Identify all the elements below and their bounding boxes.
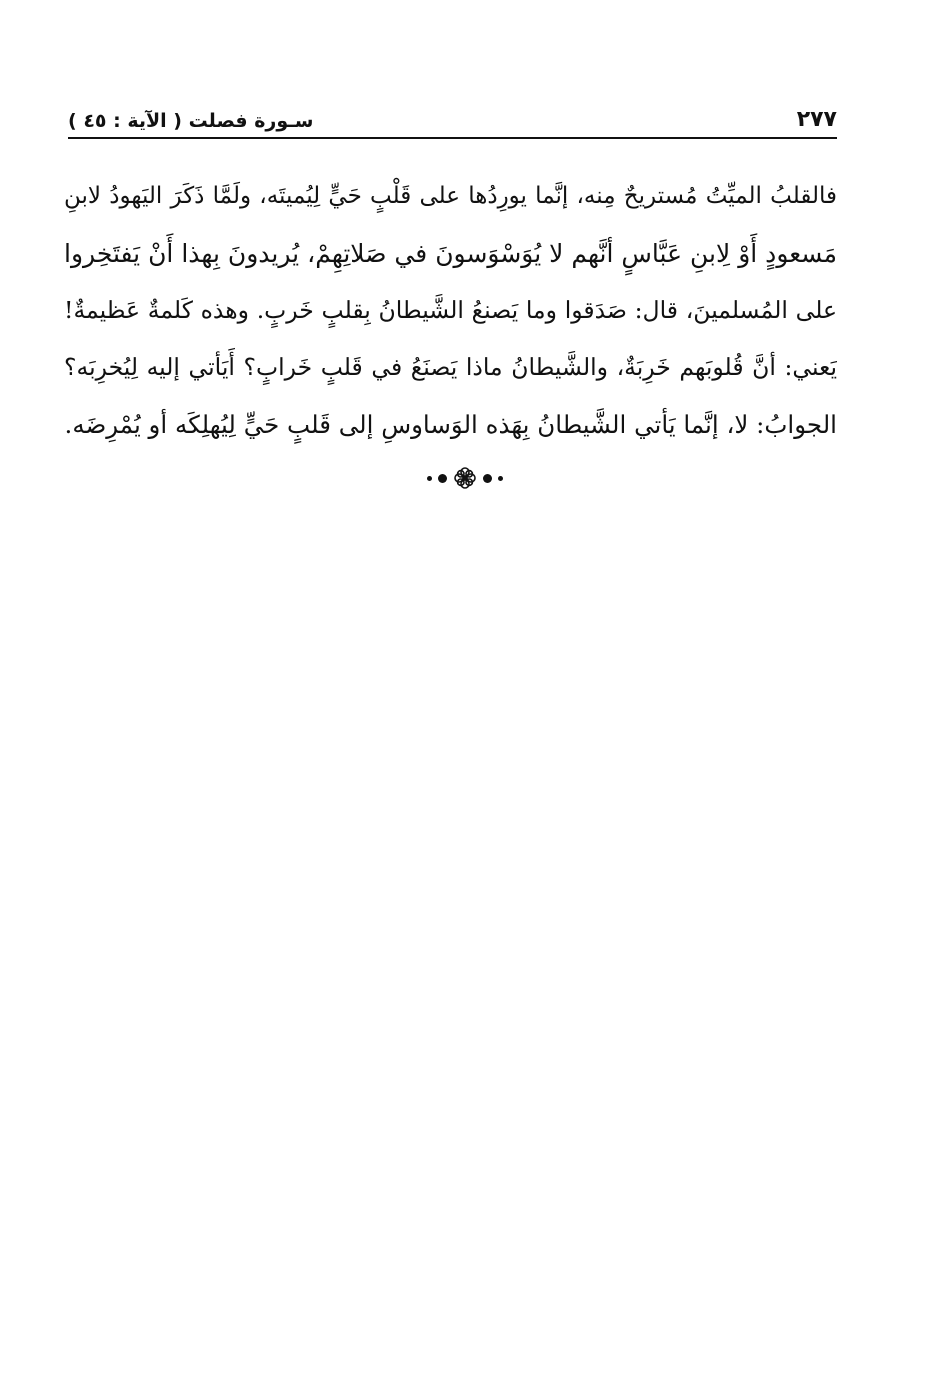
- rosette-icon: [453, 466, 477, 490]
- ornament-dot-icon: [483, 474, 492, 483]
- text-line: على المُسلمينَ، قال: صَدَقوا وما يَصنعُ الشَّيطانُ بِقلبٍ خَربٍ. وهذه كَلمةٌ عَظيمةٌ!: [64, 296, 837, 324]
- ornament-dot-icon: [498, 476, 503, 481]
- body-paragraph: [64, 168, 837, 453]
- text-line: يَعني: أنَّ قُلوبَهم خَرِبَةٌ، والشَّيطانُ ماذا يَصنَعُ في قَلبٍ خَرابٍ؟ أَيَأتي إليه لِيُخرِبَه؟: [64, 353, 837, 381]
- page-number: ٢٧٧: [796, 107, 837, 132]
- text-line: الجوابُ: لا، إنَّما يَأتي الشَّيطانُ بِهَذه الوَساوسِ إلى قَلبٍ حَيٍّ لِيُهلِكَه أو يُمْرِضَه.: [64, 410, 837, 439]
- text-line: مَسعودٍ أَوْ لِابنِ عَبَّاسٍ أنَّهم لا يُوَسْوَسونَ في صَلاتِهِمْ، يُريدونَ بِهذا أَنْ يَفتَخِروا: [64, 239, 837, 268]
- running-head: [68, 98, 837, 132]
- ornament-dot-icon: [438, 474, 447, 483]
- section-end-ornament: [0, 458, 930, 498]
- ornament-dot-icon: [427, 476, 432, 481]
- header-rule: [68, 137, 837, 139]
- text-line: فالقلبُ الميِّتُ مُستريحٌ مِنه، إنَّما يورِدُها على قَلْبٍ حَيٍّ لِيُميتَه، ولَمَّا ذَكَرَ اليَهودُ لابنِ: [64, 183, 837, 209]
- running-title: سـورة فصلت ( الآية : ٤٥ ): [68, 110, 314, 132]
